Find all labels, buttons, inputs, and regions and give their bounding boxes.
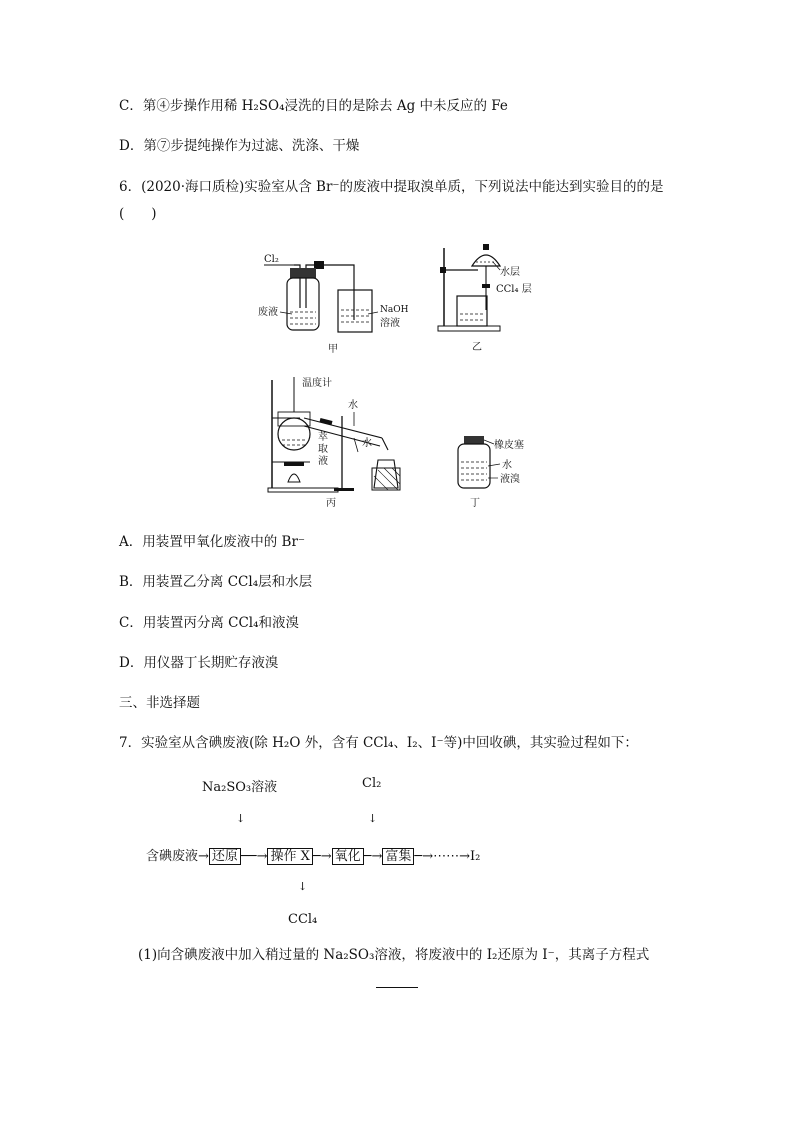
apparatus-bing (268, 376, 400, 509)
jia-waste-label: 废液 (258, 307, 278, 318)
yi-water-layer-label: 水层 (500, 267, 520, 278)
ding-water-label: 水 (502, 460, 512, 471)
question-7-part-1: (1)向含碘废液中加入稍过量的 Na₂SO₃溶液，将废液中的 I₂还原为 I⁻，其离子方程式 (138, 947, 650, 963)
bing-water-top-label: 水 (348, 400, 358, 411)
arrow-right-icon: → (459, 849, 471, 864)
yi-caption: 乙 (472, 342, 482, 353)
jia-caption: 甲 (328, 344, 338, 355)
option-c-previous: C．第④步操作用稀 H₂SO₄浸洗的目的是除去 Ag 中未反应的 Fe (119, 98, 508, 114)
apparatus-yi (438, 244, 532, 353)
flow-start: 含碘废液 (146, 849, 199, 864)
question-6-option-d: D．用仪器丁长期贮存液溴 (119, 655, 279, 671)
bing-caption: 丙 (326, 498, 336, 509)
yi-ccl4-layer-label: CCl₄ 层 (496, 284, 532, 295)
arrow-down-icon: ↓ (236, 812, 246, 825)
jia-solution-label: 溶液 (380, 318, 400, 329)
bing-thermometer-label: 温度计 (302, 378, 332, 389)
ding-bromine-label: 液溴 (500, 474, 520, 485)
answer-blank[interactable] (376, 986, 418, 988)
apparatus-ding (458, 436, 524, 509)
flow-row (146, 845, 480, 864)
arrow-right-icon: ─→ (312, 849, 332, 864)
flow-step-enrich: 富集 (382, 848, 414, 865)
flow-dots: ⋯⋯ (433, 849, 460, 864)
question-6-paren: ( ) (119, 206, 157, 222)
bing-extract-label-2: 取 (318, 444, 328, 455)
arrow-right-icon: ─→ (414, 849, 434, 864)
flow-step-reduce: 还原 (209, 848, 241, 865)
arrow-right-icon: ─→ (363, 849, 383, 864)
question-7-stem: 7．实验室从含碘废液(除 H₂O 外，含有 CCl₄、I₂、I⁻等)中回收碘，其实验过程如下： (119, 735, 638, 751)
bing-extract-label-1: 萃 (318, 432, 328, 443)
arrow-down-icon: ↓ (368, 812, 378, 825)
flow-step-oxidize: 氧化 (332, 848, 364, 865)
question-6-option-a: A．用装置甲氧化废液中的 Br⁻ (119, 534, 306, 550)
arrow-down-icon: ↓ (298, 880, 308, 893)
flow-reagent-na2so3: Na₂SO₃溶液 (202, 780, 278, 795)
flow-byproduct: CCl₄ (288, 912, 318, 927)
ding-caption: 丁 (470, 498, 480, 509)
ding-stopper-label: 橡皮塞 (494, 440, 524, 451)
bing-water-bottom-label: 水 (362, 438, 372, 449)
section-heading: 三、非选择题 (119, 695, 200, 711)
flow-reagent-cl2: Cl₂ (362, 776, 382, 791)
jia-naoh-label: NaOH (380, 305, 409, 315)
question-6-option-b: B．用装置乙分离 CCl₄层和水层 (119, 574, 313, 590)
apparatus-jia (258, 254, 409, 355)
question-6-option-c: C．用装置丙分离 CCl₄和液溴 (119, 615, 300, 631)
flow-step-operation-x: 操作 X (267, 848, 312, 865)
jia-cl2-label: Cl₂ (264, 254, 279, 265)
question-6-stem: 6．(2020·海口质检)实验室从含 Br⁻的废液中提取溴单质，下列说法中能达到实验目的的是 (119, 179, 664, 195)
arrow-right-icon: → (198, 849, 209, 864)
bing-extract-label-3: 液 (318, 456, 328, 467)
flow-product: I₂ (470, 849, 481, 864)
arrow-right-icon: ──→ (240, 849, 268, 864)
apparatus-figure (250, 240, 570, 510)
option-d-previous: D．第⑦步提纯操作为过滤、洗涤、干燥 (119, 138, 360, 154)
